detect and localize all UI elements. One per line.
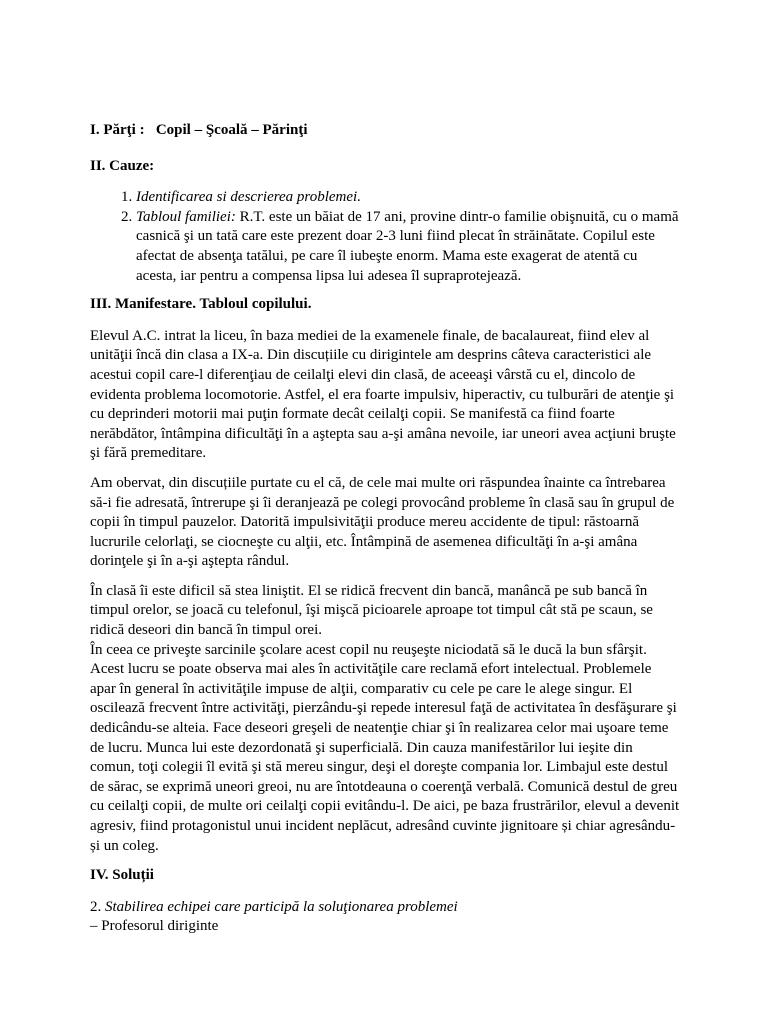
paragraph-3: În clasă îi este dificil să stea liniştit. El se ridică frecvent din bancă, manâncă pe sub bancă în timpul orelor, se joacă cu telefonul, îşi mişcă picioarele aproape tot timpul cât stă pe scaun, se ridică deseori din bancă în timpul orei. [90,582,653,639]
cause-item-1 [136,188,680,208]
section-1-heading [90,121,680,141]
paragraph-2: Am obervat, din discuțiile purtate cu el că, de cele mai multe ori răspundea înainte ca întrebarea să-i fie adresată, întrerupe şi îi deranjează pe colegi provocând probleme în clasă sau în grupul de copii în timpul pauzelor. Datorită impulsivităţii produce mereu accidente de tipul: răstoarnă lucrurile celorlaţi, se ciocneşte cu alţii, etc. Întâmpină de asemenea dificultăţi în a-şi amâna dorinţele şi în a-şi aştepta rândul. [90,474,675,570]
causes-list [90,188,680,286]
cause-item-1-italic: Identificarea si descrierea problemei. [136,189,361,206]
cause-item-2-italic: Tabloul familiei: [136,208,236,225]
solution-line: – Profesorul diriginte [90,918,219,935]
section-1-label: I. Părţi : [90,122,145,138]
solution-item-number: 2. [90,898,102,915]
section-1-title: Copil – Şcoală – Părinţi [155,122,308,138]
section-2-heading: II. Cauze: [90,157,155,174]
cause-item-2 [136,208,680,286]
section-3-heading: III. Manifestare. Tabloul copilului. [90,296,312,313]
solution-item [90,898,680,918]
section-4-heading: IV. Soluții [90,867,154,884]
paragraph-1: Elevul A.C. intrat la liceu, în baza mediei de la examenele finale, de bacalaureat, fiind elev al unităţii încă din clasa a IX-a. Din discuțiile cu dirigintele am desprins câteva caracteristici ale acestui copil care-l diferenţiau de ceilalţi elevi din clasă, de aceeaşi vârstă cu el, dincolo de evidenta problema locomotorie. Astfel, el era foarte impulsiv, hiperactiv, cu tulburări de atenţie şi cu deprinderi motorii mai puţin formate decât ceilalţi copii. Se manifestă ca fiind foarte nerăbdător, întâmpina dificultăţi în a aştepta sau a-şi amâna nevoile, iar uneori avea acţiuni bruşte şi fără premeditare. [90,327,676,462]
solution-item-text: Stabilirea echipei care participă la soluţionarea problemei [105,898,458,915]
cause-item-2-text: R.T. este un băiat de 17 ani, provine dintr-o familie obişnuită, cu o mamă casnică şi un tată care este prezent doar 2-3 luni fiind plecat în străinătate. Copilul este afectat de absenţa tatălui, pe care îl iubeşte enorm. Mama este exagerat de atentă cu acesta, iar pentru a compensa lipsa lui adesea îl supraprotejează. [136,208,679,284]
paragraph-4: În ceea ce priveşte sarcinile şcolare acest copil nu reuşeşte niciodată să le ducă la bun sfârşit. Acest lucru se poate observa mai ales în activităţile care reclamă efort intelectual. Problemele apar în general în activităţile impuse de alţii, comparativ cu cele pe care le alege singur. El oscilează frecvent între activităţi, pierzându-şi repede interesul faţă de activitatea în desfăşurare şi dedicându-se alteia. Face deseori greşeli de neatenţie chiar şi în realizarea celor mai uşoare teme de lucru. Munca lui este dezordonată şi superficială. Din cauza manifestărilor lui ieşite din comun, toţi colegii îl evită şi stă mereu singur, deşi el doreşte compania lor. Limbajul este destul de sărac, se exprimă uneori greoi, nu are întotdeauna o coerenţă verbală. Comunică destul de greu cu ceilalţi copii, de multe ori ceilalţi copii evitându-l. De aici, pe baza frustrărilor, elevul a devenit agresiv, fiind protagonistul unui incident neplăcut, adresând cuvinte jignitoare și chiar agresându-și un coleg. [90,641,680,854]
